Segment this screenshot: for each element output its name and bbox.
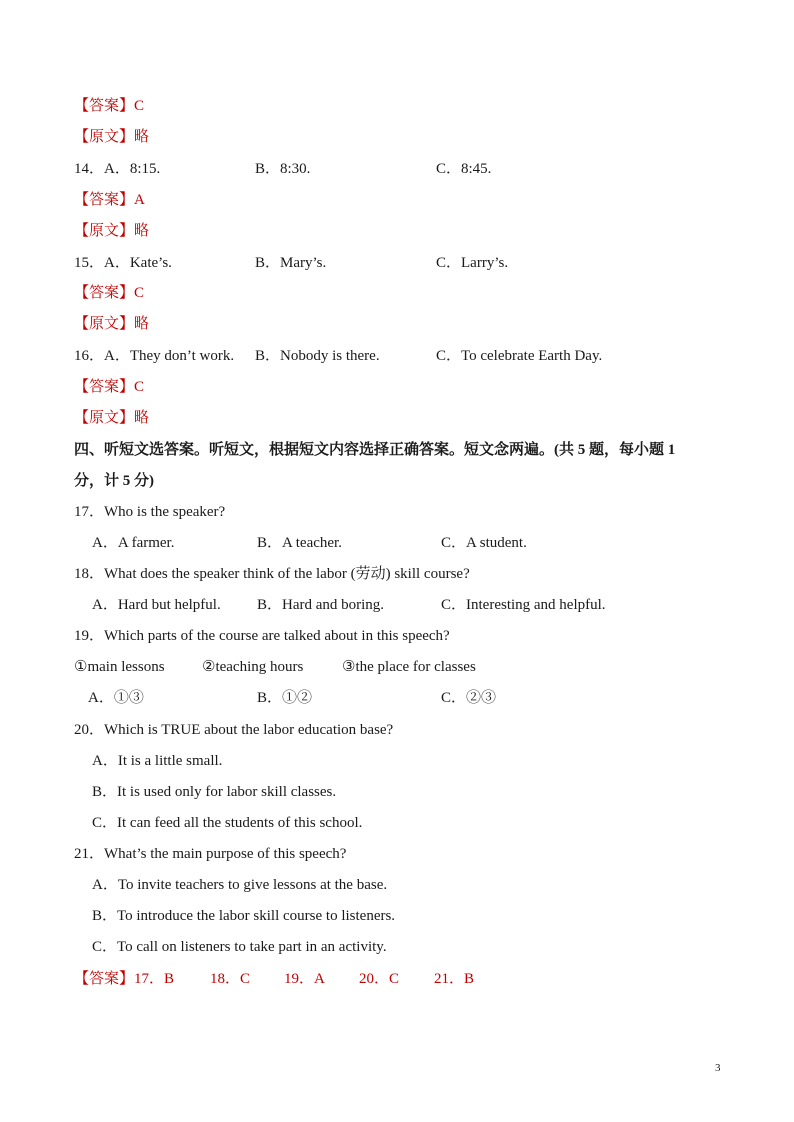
answer-line-15 <box>74 283 144 303</box>
answer-label: 【答案】 <box>74 285 135 301</box>
question-16-a: 16．A．They don’t work. <box>74 348 235 364</box>
original-label: 【原文】 <box>74 316 135 332</box>
question-20-a: A．It is a little small. <box>92 753 223 769</box>
question-15-b: B．Mary’s. <box>255 255 327 271</box>
question-19-options <box>74 688 734 708</box>
original-line-14 <box>74 221 149 241</box>
question-14-c: C．8:45. <box>436 161 492 177</box>
final-answers-label: 【答案】 <box>74 971 135 987</box>
answer-line-16 <box>74 377 144 397</box>
question-20-c: C．It can feed all the students of this school. <box>92 815 363 831</box>
question-16-c: C．To celebrate Earth Day. <box>436 348 603 364</box>
original-value: 略 <box>134 316 150 332</box>
question-17-a: A．A farmer. <box>92 535 175 551</box>
original-value: 略 <box>134 223 150 239</box>
question-21-c: C．To call on listeners to take part in an activity. <box>92 939 387 955</box>
answer-line-14 <box>74 190 145 210</box>
answer-line-13 <box>74 96 144 116</box>
question-19-a: A．①③ <box>88 690 144 706</box>
question-18-b: B．Hard and boring. <box>257 597 385 613</box>
section-4-heading-line-2: 分，计 5 分) <box>74 473 154 489</box>
question-19-stem: 19．Which parts of the course are talked about in this speech? <box>74 628 450 644</box>
question-18-c: C．Interesting and helpful. <box>441 597 606 613</box>
answer-value: C <box>134 379 145 395</box>
question-21-stem: 21．What’s the main purpose of this speech? <box>74 846 347 862</box>
page-number: 3 <box>715 1062 721 1074</box>
final-answer-18: 18．C <box>210 971 251 987</box>
question-21-b: B．To introduce the labor skill course to listeners. <box>92 908 396 924</box>
answer-value: C <box>134 285 145 301</box>
final-answers <box>74 969 734 989</box>
final-answer-21: 21．B <box>434 971 475 987</box>
question-14-a: 14．A．8:15. <box>74 161 161 177</box>
answer-value: C <box>134 98 145 114</box>
question-15 <box>74 253 734 273</box>
question-21-a: A．To invite teachers to give lessons at the base. <box>92 877 388 893</box>
question-17-b: B．A teacher. <box>257 535 342 551</box>
final-answer-17: 17．B <box>134 971 175 987</box>
original-line-15 <box>74 314 149 334</box>
question-18-stem: 18．What does the speaker think of the labor (劳动) skill course? <box>74 566 470 582</box>
question-19-choice-2: ②teaching hours <box>202 659 304 675</box>
question-14-b: B．8:30. <box>255 161 311 177</box>
question-17-c: C．A student. <box>441 535 527 551</box>
original-label: 【原文】 <box>74 410 135 426</box>
question-19-choice-1: ①main lessons <box>74 659 165 675</box>
original-line-13 <box>74 127 149 147</box>
answer-label: 【答案】 <box>74 98 135 114</box>
question-20-stem: 20．Which is TRUE about the labor education base? <box>74 722 394 738</box>
final-answer-20: 20．C <box>359 971 400 987</box>
section-4-heading-line-1: 四、听短文选答案。听短文，根据短文内容选择正确答案。短文念两遍。(共 5 题，每小题 1 <box>74 442 676 458</box>
question-16 <box>74 346 734 366</box>
question-19-choice-3: ③the place for classes <box>342 659 476 675</box>
original-label: 【原文】 <box>74 223 135 239</box>
original-line-16 <box>74 408 149 428</box>
answer-value: A <box>134 192 145 208</box>
answer-label: 【答案】 <box>74 192 135 208</box>
question-15-a: 15．A．Kate’s. <box>74 255 172 271</box>
question-19-choices <box>74 657 734 677</box>
original-label: 【原文】 <box>74 129 135 145</box>
original-value: 略 <box>134 129 150 145</box>
final-answer-19: 19．A <box>284 971 325 987</box>
question-19-b: B．①② <box>257 690 313 706</box>
question-17-stem: 17．Who is the speaker? <box>74 504 226 520</box>
question-17-options <box>74 533 734 553</box>
answer-label: 【答案】 <box>74 379 135 395</box>
question-14 <box>74 159 734 179</box>
question-20-b: B．It is used only for labor skill classes. <box>92 784 337 800</box>
original-value: 略 <box>134 410 150 426</box>
question-19-c: C．②③ <box>441 690 497 706</box>
question-15-c: C．Larry’s. <box>436 255 509 271</box>
question-18-options <box>74 595 734 615</box>
question-18-a: A．Hard but helpful. <box>92 597 221 613</box>
question-16-b: B．Nobody is there. <box>255 348 380 364</box>
